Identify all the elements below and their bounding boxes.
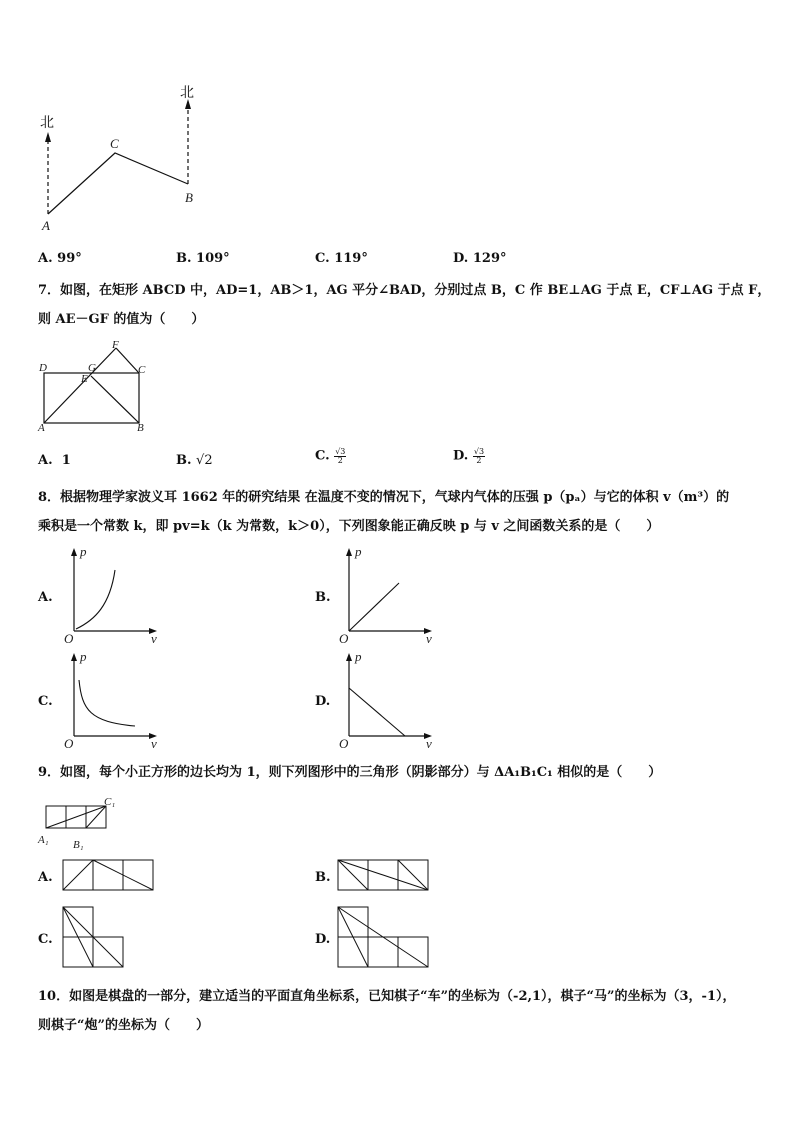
axis-x-label: v [426,631,432,646]
point-a-label: A [42,218,50,233]
axis-y-label: p [80,649,87,664]
q9-stem-line1: 9．如图，每个小正方形的边长均为 1，则下列图形中的三角形（阴影部分）与 ΔA₁B₁C₁ 相似的是（ ） [38,765,662,780]
q10-stem-line1: 10．如图是棋盘的一部分，建立适当的平面直角坐标系，已知棋子“车”的坐标为（-2,1），棋子“马”的坐标为（3，-1）， [38,989,736,1004]
rect-label-b: B [137,422,144,434]
option-key: B. [176,453,192,468]
option-key: B. [176,251,192,266]
q7-option-c[interactable] [315,448,346,465]
axis-y-label: p [80,544,87,559]
rect-label-f: F [112,339,119,351]
option-key: C. [315,448,330,464]
fraction-denominator: 2 [337,456,343,465]
q8-stem-line2: 乘积是一个常数 k，即 pv=k（k 为常数，k＞0），下列图象能正确反映 p 与 v 之间函数关系的是（ ） [38,519,660,534]
north-label-b: 北 [180,85,194,101]
q8-graph-a [60,545,165,645]
q7-option-b[interactable] [176,453,213,469]
q6-option-d[interactable] [453,251,507,267]
rect-label-e: E [81,373,88,385]
origin-label: O [64,736,74,751]
q7-option-a[interactable] [38,453,71,469]
q10-stem-line2: 则棋子“炮”的坐标为（ ） [38,1018,209,1033]
label-c1: C₁ [104,796,116,808]
option-value: 119° [334,251,368,266]
option-key: A. [38,251,53,266]
q8-option-b[interactable]: B. [315,590,331,605]
q8-option-d[interactable]: D. [315,694,331,709]
q7-stem-line1: 7．如图，在矩形 ABCD 中，AD=1，AB＞1，AG 平分∠BAD，分别过点 B，C 作 BE⊥AG 于点 E，CF⊥AG 于点 F， [38,283,771,298]
q8-graph-b [335,545,440,645]
rect-label-a: A [38,422,45,434]
point-c-label: C [110,136,119,151]
q8-graph-d [335,650,440,750]
axis-x-label: v [151,631,157,646]
q8-option-c[interactable]: C. [38,694,53,709]
q9-option-c[interactable]: C. [38,932,53,947]
q9-option-d[interactable]: D. [315,932,331,947]
q9-grid-c [62,905,127,970]
option-value: 99° [57,251,82,266]
origin-label: O [339,736,349,751]
q9-grid-a [62,858,157,893]
q6-option-b[interactable] [176,251,230,267]
point-b-label: B [185,190,193,205]
q7-stem-line2: 则 AE－GF 的值为（ ） [38,312,205,327]
option-value: √2 [196,453,213,468]
fraction-numerator: √3 [473,447,485,456]
rect-label-g: G [88,362,96,374]
axis-y-label: p [355,544,362,559]
axis-x-label: v [426,736,432,751]
q8-option-a[interactable]: A. [38,590,53,605]
q6-option-a[interactable] [38,251,82,267]
q9-reference-figure [36,793,136,853]
q9-option-a[interactable]: A. [38,870,53,885]
option-value: 1 [61,453,71,468]
q7-option-d[interactable] [453,448,485,465]
fraction [473,448,485,465]
q9-grid-d [337,905,432,970]
q9-grid-b [337,858,432,893]
origin-label: O [64,631,74,646]
q8-graph-c [60,650,165,750]
q9-option-b[interactable]: B. [315,870,331,885]
option-value: 129° [472,251,507,266]
origin-label: O [339,631,349,646]
fraction [334,448,346,465]
option-key: C. [315,251,330,266]
fraction-denominator: 2 [476,456,482,465]
q6-figure [30,80,230,240]
label-a1: A₁ [38,834,49,846]
q8-stem-line1: 8．根据物理学家波义耳 1662 年的研究结果 在温度不变的情况下，气球内气体的压强 p（pₐ）与它的体积 v（m³）的 [38,490,730,505]
option-key: A. [38,453,53,468]
axis-y-label: p [355,649,362,664]
q6-option-c[interactable] [315,251,368,267]
north-label-a: 北 [40,115,54,131]
option-value: 109° [196,251,230,266]
axis-x-label: v [151,736,157,751]
rect-label-d: D [39,362,47,374]
rect-label-c: C [138,364,146,376]
q7-rectangle-figure [36,340,156,435]
option-key: D. [453,448,469,464]
fraction-numerator: √3 [335,447,346,456]
option-key: D. [453,251,469,266]
label-b1: B₁ [73,839,84,851]
